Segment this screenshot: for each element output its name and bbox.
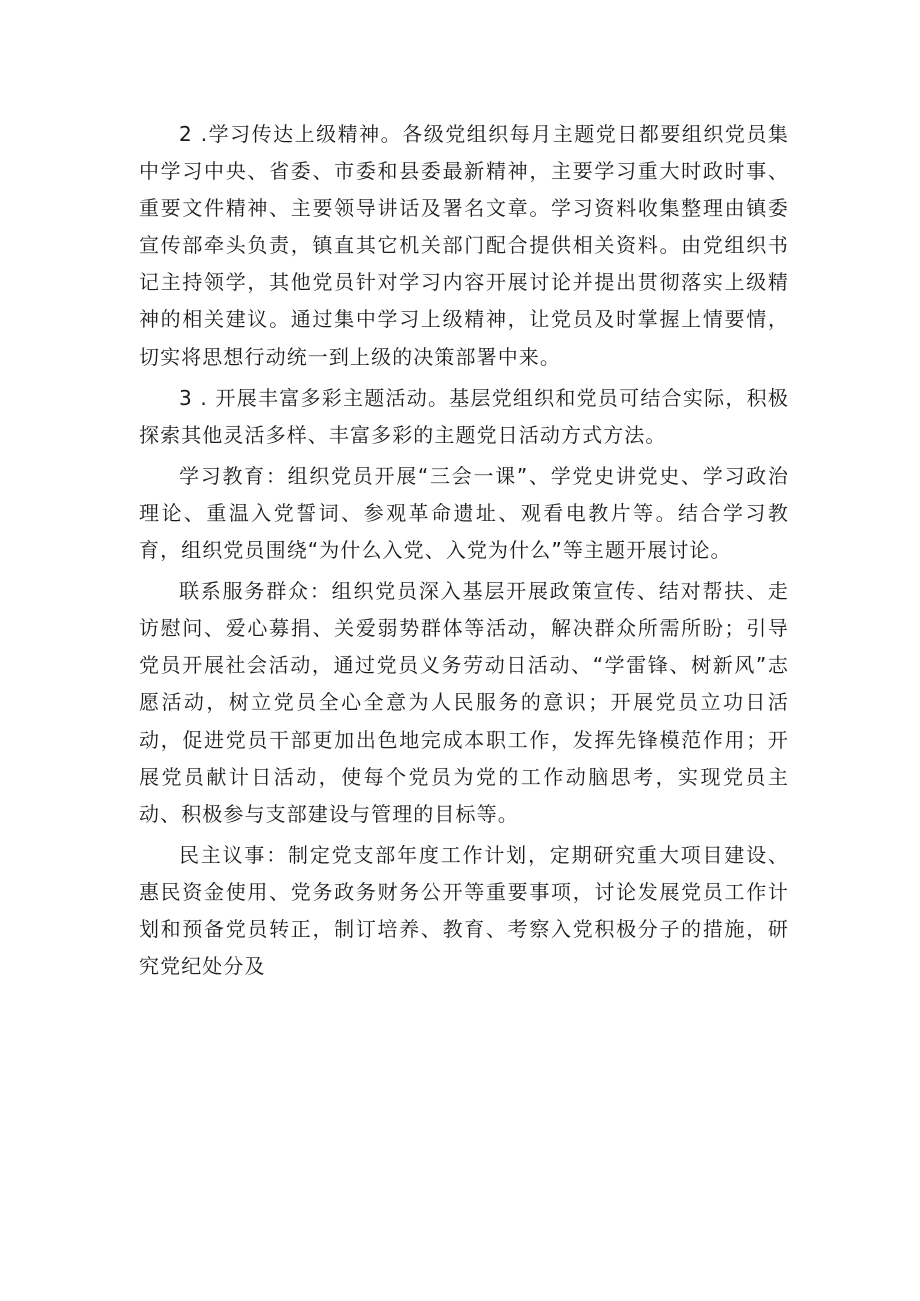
paragraph-themed-activities: 3 . 开展丰富多彩主题活动。基层党组织和党员可结合实际，积极探索其他灵活多样、丰富多彩的主题党日活动方式方法。 — [139, 385, 789, 447]
document-body — [139, 116, 789, 989]
paragraph-study-superior-spirit: 2 .学习传达上级精神。各级党组织每月主题党日都要组织党员集中学习中央、省委、市委和县委最新精神，主要学习重大时政时事、重要文件精神、主要领导讲话及署名文章。学习资料收集整理由镇委宣传部牵头负责，镇直其它机关部门配合提供相关资料。由党组织书记主持领学，其他党员针对学习内容开展讨论并提出贯彻落实上级精神的相关建议。通过集中学习上级精神，让党员及时掌握上情要情，切实将思想行动统一到上级的决策部署中来。 — [139, 122, 789, 369]
paragraph-study-education: 学习教育：组织党员开展“三会一课”、学党史讲党史、学习政治理论、重温入党誓词、参观革命遗址、观看电教片等。结合学习教育，组织党员围绕“为什么入党、入党为什么”等主题开展讨论。 — [139, 463, 789, 563]
paragraph-serve-the-masses: 联系服务群众：组织党员深入基层开展政策宣传、结对帮扶、走访慰问、爱心募捐、关爱弱势群体等活动，解决群众所需所盼；引导党员开展社会活动，通过党员义务劳动日活动、“学雷锋、树新风”志愿活动，树立党员全心全意为人民服务的意识；开展党员立功日活动，促进党员干部更加出色地完成本职工作，发挥先锋模范作用；开展党员献计日活动，使每个党员为党的工作动脑思考，实现党员主动、积极参与支部建设与管理的目标等。 — [139, 579, 789, 826]
paragraph-democratic-deliberation: 民主议事：制定党支部年度工作计划，定期研究重大项目建设、惠民资金使用、党务政务财务公开等重要事项，讨论发展党员工作计划和预备党员转正，制订培养、教育、考察入党积极分子的措施，研究党纪处分及 — [139, 842, 789, 979]
